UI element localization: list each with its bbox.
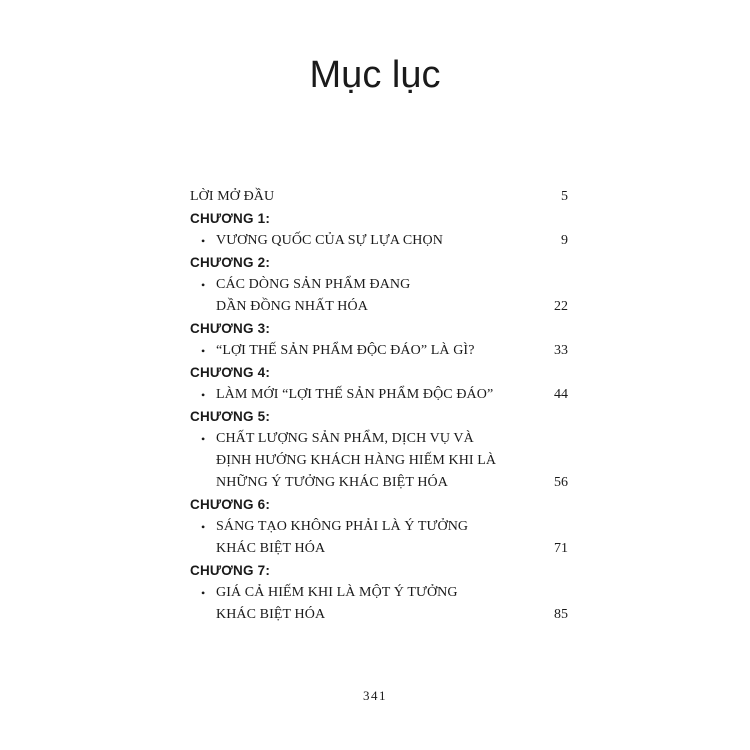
chapter-heading: CHƯƠNG 5: [190, 409, 271, 424]
chapter-5 [190, 406, 568, 494]
toc-entry-line: LỜI MỞ ĐẦU [190, 189, 275, 204]
bullet-icon: • [201, 520, 206, 534]
toc-entry-line: GIÁ CẢ HIẾM KHI LÀ MỘT Ý TƯỞNG [216, 585, 458, 600]
toc-page-number: 33 [554, 343, 568, 358]
chapter-4 [190, 362, 568, 406]
toc-entry [190, 274, 568, 318]
chapter-heading: CHƯƠNG 4: [190, 365, 271, 380]
toc-page-number: 85 [554, 607, 568, 622]
toc-entry-line: “LỢI THẾ SẢN PHẨM ĐỘC ĐÁO” LÀ GÌ? [216, 343, 475, 358]
bullet-icon: • [201, 432, 206, 446]
chapter-heading: CHƯƠNG 7: [190, 563, 271, 578]
toc-page-number: 22 [554, 299, 568, 314]
chapter-heading: CHƯƠNG 6: [190, 497, 271, 512]
toc-page-number: 71 [554, 541, 568, 556]
bullet-icon: • [201, 234, 206, 248]
table-of-contents [190, 186, 568, 626]
bullet-icon: • [201, 586, 206, 600]
toc-entry [190, 230, 568, 252]
toc-entry-line: NHỮNG Ý TƯỞNG KHÁC BIỆT HÓA [216, 475, 448, 490]
toc-entry [190, 582, 568, 626]
chapter-heading: CHƯƠNG 3: [190, 321, 271, 336]
toc-entry [190, 384, 568, 406]
toc-entry-line: KHÁC BIỆT HÓA [216, 607, 326, 622]
toc-entry-line: SÁNG TẠO KHÔNG PHẢI LÀ Ý TƯỞNG [216, 519, 469, 534]
bullet-icon: • [201, 278, 206, 292]
chapter-heading: CHƯƠNG 1: [190, 211, 271, 226]
toc-entry-line: ĐỊNH HƯỚNG KHÁCH HÀNG HIẾM KHI LÀ [216, 453, 497, 468]
page-title: Mục lục [309, 54, 441, 96]
toc-entry [190, 428, 568, 494]
toc-page-number: 5 [561, 189, 568, 204]
chapter-3 [190, 318, 568, 362]
toc-entry-line: CÁC DÒNG SẢN PHẨM ĐANG [216, 277, 411, 292]
chapter-7 [190, 560, 568, 626]
toc-entry [190, 340, 568, 362]
chapter-2 [190, 252, 568, 318]
toc-entry-line: KHÁC BIỆT HÓA [216, 541, 326, 556]
toc-page-number: 56 [554, 475, 568, 490]
chapter-1 [190, 208, 568, 252]
bullet-icon: • [201, 388, 206, 402]
chapter-heading: CHƯƠNG 2: [190, 255, 271, 270]
bullet-icon: • [201, 344, 206, 358]
toc-entry-line: CHẤT LƯỢNG SẢN PHẨM, DỊCH VỤ VÀ [216, 431, 474, 446]
toc-entry-line: DẦN ĐỒNG NHẤT HÓA [216, 299, 368, 314]
toc-entry-preface [190, 186, 568, 208]
toc-entry [190, 516, 568, 560]
toc-entry-line: VƯƠNG QUỐC CỦA SỰ LỰA CHỌN [216, 233, 443, 248]
chapter-6 [190, 494, 568, 560]
page-number-footer: 341 [363, 688, 387, 703]
toc-page-number: 44 [554, 387, 568, 402]
toc-page-number: 9 [561, 233, 568, 248]
toc-entry-line: LÀM MỚI “LỢI THẾ SẢN PHẨM ĐỘC ĐÁO” [216, 387, 494, 402]
